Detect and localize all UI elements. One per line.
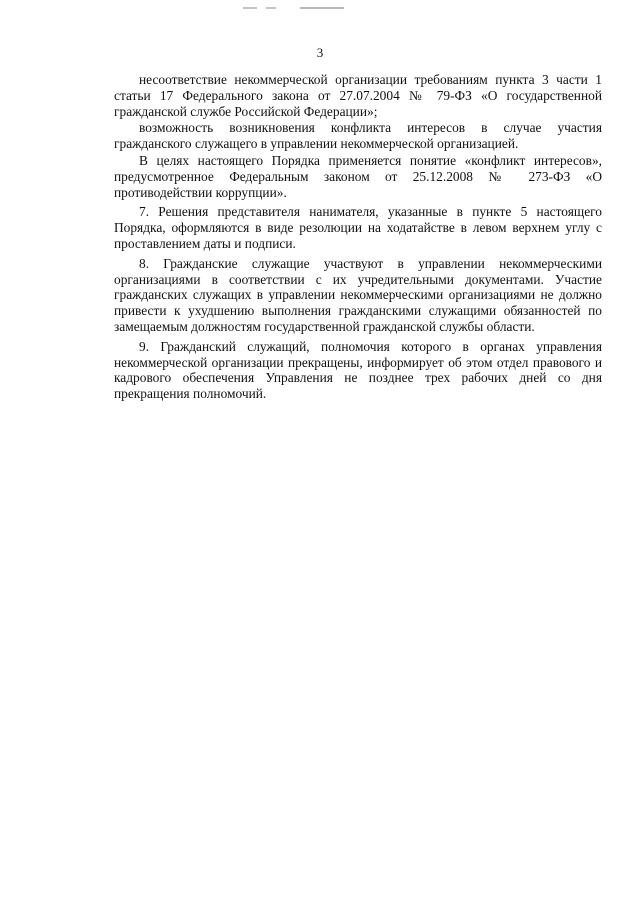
paragraph-item-9: 9. Гражданский служащий, полномочия которого в органах управления некоммерческой организации прекращены, информирует об этом отдел правового и кадрового обеспечения Управления не позднее трех рабочих дней со дня прекращения полномочий. [114,338,602,402]
paragraph-item-7: 7. Решения представителя нанимателя, указанные в пункте 5 настоящего Порядка, оформляются в виде резолюции на ходатайстве в левом верхнем углу с проставлением даты и подписи. [114,204,602,251]
scan-artifact [243,7,257,9]
paragraph-item-8: 8. Гражданские служащие участвуют в управлении некоммерческими организациями в соответствии с их учредительными документами. Участие гражданских служащих в управлении некоммерческими организациями не должно привести к ухудшению выполнения гражданскими служащими обязанностей по замещаемым должностям государственной гражданской службы области. [114,255,602,334]
document-body [114,72,602,402]
scan-artifact [266,7,276,9]
paragraph-conflict-definition: В целях настоящего Порядка применяется понятие «конфликт интересов», предусмотренное Федеральным законом от 25.12.2008 № 273-ФЗ «О противодействии коррупции». [114,152,602,200]
paragraph-noncompliance: несоответствие некоммерческой организации требованиям пункта 3 части 1 статьи 17 Федерального закона от 27.07.2004 № 79-ФЗ «О государственной гражданской службе Российской Федерации»; [114,72,602,119]
paragraph-conflict-possibility: возможность возникновения конфликта интересов в случае участия гражданского служащего в управлении некоммерческой организацией. [114,120,602,152]
scan-artifact [300,7,344,9]
page-number: 3 [316,45,324,60]
